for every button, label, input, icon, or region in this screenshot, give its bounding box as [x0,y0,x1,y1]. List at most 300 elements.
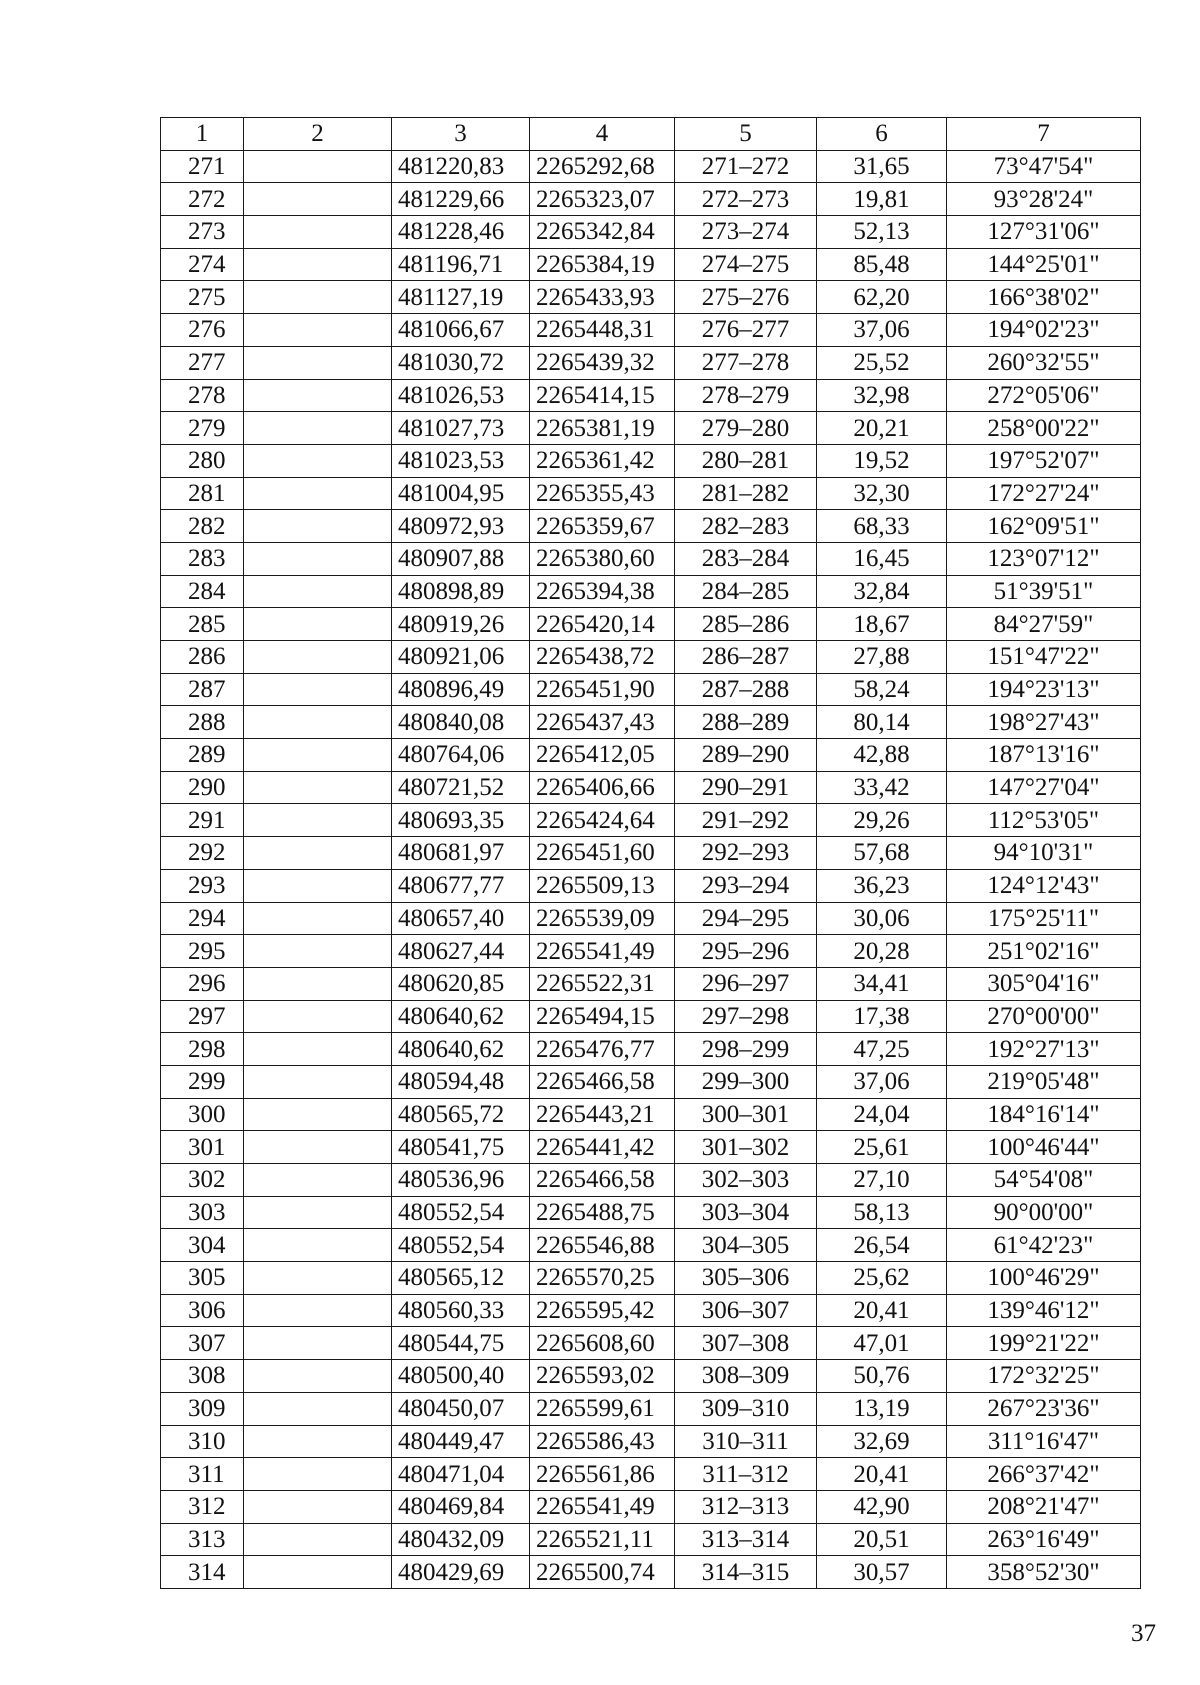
point-number-cell: 282 [161,510,244,543]
segment-cell: 312–313 [675,1490,817,1523]
segment-cell: 271–272 [675,150,817,183]
x-coordinate-cell: 480972,93 [392,510,530,543]
x-coordinate-cell: 480450,07 [392,1392,530,1425]
table-row [161,706,1141,739]
y-coordinate-cell: 2265412,05 [530,739,675,772]
bearing-cell: 123°07'12" [947,542,1141,575]
point-number-cell: 275 [161,281,244,314]
segment-cell: 291–292 [675,804,817,837]
blank-cell-cell [244,248,392,281]
x-coordinate-cell: 480721,52 [392,771,530,804]
bearing-cell: 311°16'47" [947,1425,1141,1458]
length-cell: 47,01 [817,1327,947,1360]
point-number-cell: 300 [161,1098,244,1131]
table-row [161,1360,1141,1393]
blank-cell-cell [244,150,392,183]
bearing-cell: 187°13'16" [947,739,1141,772]
x-coordinate-cell: 480898,89 [392,575,530,608]
length-cell: 32,98 [817,379,947,412]
point-number-cell: 287 [161,673,244,706]
x-coordinate-cell: 480640,62 [392,1000,530,1033]
blank-cell-cell [244,1425,392,1458]
table-row [161,346,1141,379]
x-coordinate-cell: 480919,26 [392,608,530,641]
bearing-cell: 51°39'51" [947,575,1141,608]
length-cell: 30,57 [817,1556,947,1589]
table-row [161,641,1141,674]
bearing-cell: 73°47'54" [947,150,1141,183]
table-row [161,804,1141,837]
blank-cell-cell [244,183,392,216]
blank-cell-cell [244,1490,392,1523]
y-coordinate-cell: 2265323,07 [530,183,675,216]
y-coordinate-cell: 2265355,43 [530,477,675,510]
x-coordinate-cell: 481026,53 [392,379,530,412]
segment-cell: 280–281 [675,444,817,477]
page-number: 37 [1131,1620,1156,1647]
segment-cell: 299–300 [675,1065,817,1098]
bearing-cell: 93°28'24" [947,183,1141,216]
length-cell: 85,48 [817,248,947,281]
segment-cell: 281–282 [675,477,817,510]
blank-cell-cell [244,1131,392,1164]
x-coordinate-cell: 481066,67 [392,314,530,347]
bearing-cell: 100°46'29" [947,1262,1141,1295]
y-coordinate-cell: 2265539,09 [530,902,675,935]
blank-cell-cell [244,1033,392,1066]
y-coordinate-cell: 2265586,43 [530,1425,675,1458]
blank-cell-cell [244,837,392,870]
segment-cell: 303–304 [675,1196,817,1229]
blank-cell-cell [244,477,392,510]
y-coordinate-cell: 2265448,31 [530,314,675,347]
segment-cell: 313–314 [675,1523,817,1556]
x-coordinate-cell: 480921,06 [392,641,530,674]
bearing-cell: 199°21'22" [947,1327,1141,1360]
blank-cell-cell [244,1065,392,1098]
blank-cell-cell [244,281,392,314]
segment-cell: 296–297 [675,967,817,1000]
bearing-cell: 94°10'31" [947,837,1141,870]
segment-cell: 289–290 [675,739,817,772]
table-row [161,1392,1141,1425]
bearing-cell: 192°27'13" [947,1033,1141,1066]
y-coordinate-cell: 2265509,13 [530,869,675,902]
point-number-cell: 277 [161,346,244,379]
segment-cell: 286–287 [675,641,817,674]
blank-cell-cell [244,608,392,641]
segment-cell: 273–274 [675,216,817,249]
table-row [161,412,1141,445]
bearing-cell: 358°52'30" [947,1556,1141,1589]
y-coordinate-cell: 2265570,25 [530,1262,675,1295]
table-row [161,739,1141,772]
bearing-cell: 151°47'22" [947,641,1141,674]
bearing-cell: 267°23'36" [947,1392,1141,1425]
y-coordinate-cell: 2265488,75 [530,1196,675,1229]
coordinates-table [160,117,1141,1589]
x-coordinate-cell: 480627,44 [392,935,530,968]
length-cell: 37,06 [817,1065,947,1098]
point-number-cell: 293 [161,869,244,902]
column-header-1: 1 [161,118,244,151]
bearing-cell: 219°05'48" [947,1065,1141,1098]
x-coordinate-cell: 481030,72 [392,346,530,379]
table-row [161,1229,1141,1262]
x-coordinate-cell: 480449,47 [392,1425,530,1458]
point-number-cell: 310 [161,1425,244,1458]
x-coordinate-cell: 481004,95 [392,477,530,510]
x-coordinate-cell: 480432,09 [392,1523,530,1556]
x-coordinate-cell: 480693,35 [392,804,530,837]
x-coordinate-cell: 481027,73 [392,412,530,445]
y-coordinate-cell: 2265466,58 [530,1164,675,1197]
blank-cell-cell [244,216,392,249]
blank-cell-cell [244,673,392,706]
table-row [161,771,1141,804]
y-coordinate-cell: 2265359,67 [530,510,675,543]
point-number-cell: 308 [161,1360,244,1393]
segment-cell: 307–308 [675,1327,817,1360]
bearing-cell: 198°27'43" [947,706,1141,739]
point-number-cell: 274 [161,248,244,281]
segment-cell: 279–280 [675,412,817,445]
segment-cell: 287–288 [675,673,817,706]
y-coordinate-cell: 2265541,49 [530,935,675,968]
point-number-cell: 284 [161,575,244,608]
bearing-cell: 112°53'05" [947,804,1141,837]
x-coordinate-cell: 481023,53 [392,444,530,477]
segment-cell: 294–295 [675,902,817,935]
bearing-cell: 260°32'55" [947,346,1141,379]
y-coordinate-cell: 2265438,72 [530,641,675,674]
y-coordinate-cell: 2265476,77 [530,1033,675,1066]
length-cell: 16,45 [817,542,947,575]
length-cell: 62,20 [817,281,947,314]
table-row [161,1033,1141,1066]
table-row [161,673,1141,706]
blank-cell-cell [244,1360,392,1393]
y-coordinate-cell: 2265443,21 [530,1098,675,1131]
table-row [161,967,1141,1000]
point-number-cell: 290 [161,771,244,804]
segment-cell: 272–273 [675,183,817,216]
point-number-cell: 289 [161,739,244,772]
table-row [161,902,1141,935]
length-cell: 20,41 [817,1294,947,1327]
y-coordinate-cell: 2265439,32 [530,346,675,379]
column-header-2: 2 [244,118,392,151]
table-row [161,1065,1141,1098]
point-number-cell: 305 [161,1262,244,1295]
bearing-cell: 139°46'12" [947,1294,1141,1327]
length-cell: 57,68 [817,837,947,870]
length-cell: 25,52 [817,346,947,379]
x-coordinate-cell: 480541,75 [392,1131,530,1164]
y-coordinate-cell: 2265494,15 [530,1000,675,1033]
length-cell: 25,61 [817,1131,947,1164]
length-cell: 42,90 [817,1490,947,1523]
length-cell: 34,41 [817,967,947,1000]
bearing-cell: 172°32'25" [947,1360,1141,1393]
segment-cell: 295–296 [675,935,817,968]
x-coordinate-cell: 480657,40 [392,902,530,935]
length-cell: 30,06 [817,902,947,935]
point-number-cell: 314 [161,1556,244,1589]
table-row [161,314,1141,347]
x-coordinate-cell: 481127,19 [392,281,530,314]
y-coordinate-cell: 2265441,42 [530,1131,675,1164]
point-number-cell: 279 [161,412,244,445]
point-number-cell: 313 [161,1523,244,1556]
length-cell: 32,84 [817,575,947,608]
blank-cell-cell [244,935,392,968]
blank-cell-cell [244,967,392,1000]
blank-cell-cell [244,1229,392,1262]
point-number-cell: 295 [161,935,244,968]
x-coordinate-cell: 480565,12 [392,1262,530,1295]
bearing-cell: 272°05'06" [947,379,1141,412]
table-row [161,1196,1141,1229]
blank-cell-cell [244,804,392,837]
table-row [161,248,1141,281]
y-coordinate-cell: 2265406,66 [530,771,675,804]
x-coordinate-cell: 480552,54 [392,1196,530,1229]
table-row [161,608,1141,641]
bearing-cell: 162°09'51" [947,510,1141,543]
y-coordinate-cell: 2265451,60 [530,837,675,870]
point-number-cell: 299 [161,1065,244,1098]
length-cell: 47,25 [817,1033,947,1066]
blank-cell-cell [244,1262,392,1295]
table-row [161,379,1141,412]
x-coordinate-cell: 480907,88 [392,542,530,575]
table-row [161,1327,1141,1360]
bearing-cell: 266°37'42" [947,1458,1141,1491]
x-coordinate-cell: 480840,08 [392,706,530,739]
table-row [161,1294,1141,1327]
blank-cell-cell [244,379,392,412]
length-cell: 17,38 [817,1000,947,1033]
bearing-cell: 166°38'02" [947,281,1141,314]
y-coordinate-cell: 2265414,15 [530,379,675,412]
y-coordinate-cell: 2265593,02 [530,1360,675,1393]
table-row [161,1000,1141,1033]
length-cell: 80,14 [817,706,947,739]
table-row [161,1523,1141,1556]
bearing-cell: 263°16'49" [947,1523,1141,1556]
length-cell: 27,88 [817,641,947,674]
blank-cell-cell [244,444,392,477]
bearing-cell: 194°02'23" [947,314,1141,347]
y-coordinate-cell: 2265595,42 [530,1294,675,1327]
y-coordinate-cell: 2265384,19 [530,248,675,281]
y-coordinate-cell: 2265342,84 [530,216,675,249]
x-coordinate-cell: 480681,97 [392,837,530,870]
point-number-cell: 286 [161,641,244,674]
x-coordinate-cell: 481229,66 [392,183,530,216]
segment-cell: 309–310 [675,1392,817,1425]
x-coordinate-cell: 480471,04 [392,1458,530,1491]
blank-cell-cell [244,706,392,739]
point-number-cell: 278 [161,379,244,412]
table-row [161,510,1141,543]
point-number-cell: 309 [161,1392,244,1425]
point-number-cell: 298 [161,1033,244,1066]
x-coordinate-cell: 480640,62 [392,1033,530,1066]
segment-cell: 298–299 [675,1033,817,1066]
segment-cell: 314–315 [675,1556,817,1589]
table-row [161,150,1141,183]
segment-cell: 283–284 [675,542,817,575]
point-number-cell: 297 [161,1000,244,1033]
y-coordinate-cell: 2265599,61 [530,1392,675,1425]
table-row [161,542,1141,575]
column-header-7: 7 [947,118,1141,151]
segment-cell: 293–294 [675,869,817,902]
length-cell: 27,10 [817,1164,947,1197]
y-coordinate-cell: 2265500,74 [530,1556,675,1589]
blank-cell-cell [244,1327,392,1360]
x-coordinate-cell: 480552,54 [392,1229,530,1262]
y-coordinate-cell: 2265420,14 [530,608,675,641]
bearing-cell: 147°27'04" [947,771,1141,804]
point-number-cell: 271 [161,150,244,183]
length-cell: 20,41 [817,1458,947,1491]
bearing-cell: 84°27'59" [947,608,1141,641]
segment-cell: 310–311 [675,1425,817,1458]
table-row [161,444,1141,477]
blank-cell-cell [244,902,392,935]
point-number-cell: 294 [161,902,244,935]
y-coordinate-cell: 2265380,60 [530,542,675,575]
table-row [161,281,1141,314]
segment-cell: 300–301 [675,1098,817,1131]
segment-cell: 290–291 [675,771,817,804]
length-cell: 33,42 [817,771,947,804]
segment-cell: 308–309 [675,1360,817,1393]
length-cell: 32,30 [817,477,947,510]
length-cell: 32,69 [817,1425,947,1458]
length-cell: 68,33 [817,510,947,543]
y-coordinate-cell: 2265433,93 [530,281,675,314]
length-cell: 29,26 [817,804,947,837]
bearing-cell: 208°21'47" [947,1490,1141,1523]
point-number-cell: 281 [161,477,244,510]
point-number-cell: 291 [161,804,244,837]
length-cell: 19,81 [817,183,947,216]
table-row [161,1425,1141,1458]
table-row [161,575,1141,608]
blank-cell-cell [244,412,392,445]
table-row [161,216,1141,249]
bearing-cell: 100°46'44" [947,1131,1141,1164]
blank-cell-cell [244,1098,392,1131]
bearing-cell: 270°00'00" [947,1000,1141,1033]
blank-cell-cell [244,575,392,608]
bearing-cell: 305°04'16" [947,967,1141,1000]
x-coordinate-cell: 480429,69 [392,1556,530,1589]
length-cell: 24,04 [817,1098,947,1131]
point-number-cell: 280 [161,444,244,477]
table-row [161,1098,1141,1131]
bearing-cell: 175°25'11" [947,902,1141,935]
y-coordinate-cell: 2265522,31 [530,967,675,1000]
x-coordinate-cell: 480500,40 [392,1360,530,1393]
point-number-cell: 283 [161,542,244,575]
column-header-6: 6 [817,118,947,151]
bearing-cell: 251°02'16" [947,935,1141,968]
segment-cell: 305–306 [675,1262,817,1295]
table-row [161,837,1141,870]
blank-cell-cell [244,314,392,347]
x-coordinate-cell: 480565,72 [392,1098,530,1131]
length-cell: 42,88 [817,739,947,772]
y-coordinate-cell: 2265451,90 [530,673,675,706]
table-body [161,150,1141,1588]
segment-cell: 276–277 [675,314,817,347]
length-cell: 36,23 [817,869,947,902]
blank-cell-cell [244,1164,392,1197]
column-header-3: 3 [392,118,530,151]
x-coordinate-cell: 480620,85 [392,967,530,1000]
length-cell: 58,24 [817,673,947,706]
length-cell: 58,13 [817,1196,947,1229]
segment-cell: 311–312 [675,1458,817,1491]
point-number-cell: 307 [161,1327,244,1360]
x-coordinate-cell: 480896,49 [392,673,530,706]
y-coordinate-cell: 2265292,68 [530,150,675,183]
table-row [161,1262,1141,1295]
table-row [161,1131,1141,1164]
y-coordinate-cell: 2265561,86 [530,1458,675,1491]
x-coordinate-cell: 480469,84 [392,1490,530,1523]
blank-cell-cell [244,771,392,804]
segment-cell: 297–298 [675,1000,817,1033]
blank-cell-cell [244,1458,392,1491]
point-number-cell: 272 [161,183,244,216]
bearing-cell: 258°00'22" [947,412,1141,445]
length-cell: 20,28 [817,935,947,968]
y-coordinate-cell: 2265541,49 [530,1490,675,1523]
point-number-cell: 303 [161,1196,244,1229]
blank-cell-cell [244,1294,392,1327]
x-coordinate-cell: 481220,83 [392,150,530,183]
length-cell: 20,51 [817,1523,947,1556]
segment-cell: 306–307 [675,1294,817,1327]
column-header-4: 4 [530,118,675,151]
point-number-cell: 302 [161,1164,244,1197]
blank-cell-cell [244,542,392,575]
segment-cell: 277–278 [675,346,817,379]
point-number-cell: 296 [161,967,244,1000]
bearing-cell: 144°25'01" [947,248,1141,281]
blank-cell-cell [244,1556,392,1589]
point-number-cell: 304 [161,1229,244,1262]
table-row [161,869,1141,902]
table-row [161,477,1141,510]
table-row [161,1490,1141,1523]
segment-cell: 282–283 [675,510,817,543]
table-row [161,1164,1141,1197]
point-number-cell: 292 [161,837,244,870]
x-coordinate-cell: 480560,33 [392,1294,530,1327]
length-cell: 52,13 [817,216,947,249]
length-cell: 31,65 [817,150,947,183]
x-coordinate-cell: 481196,71 [392,248,530,281]
blank-cell-cell [244,641,392,674]
x-coordinate-cell: 480764,06 [392,739,530,772]
